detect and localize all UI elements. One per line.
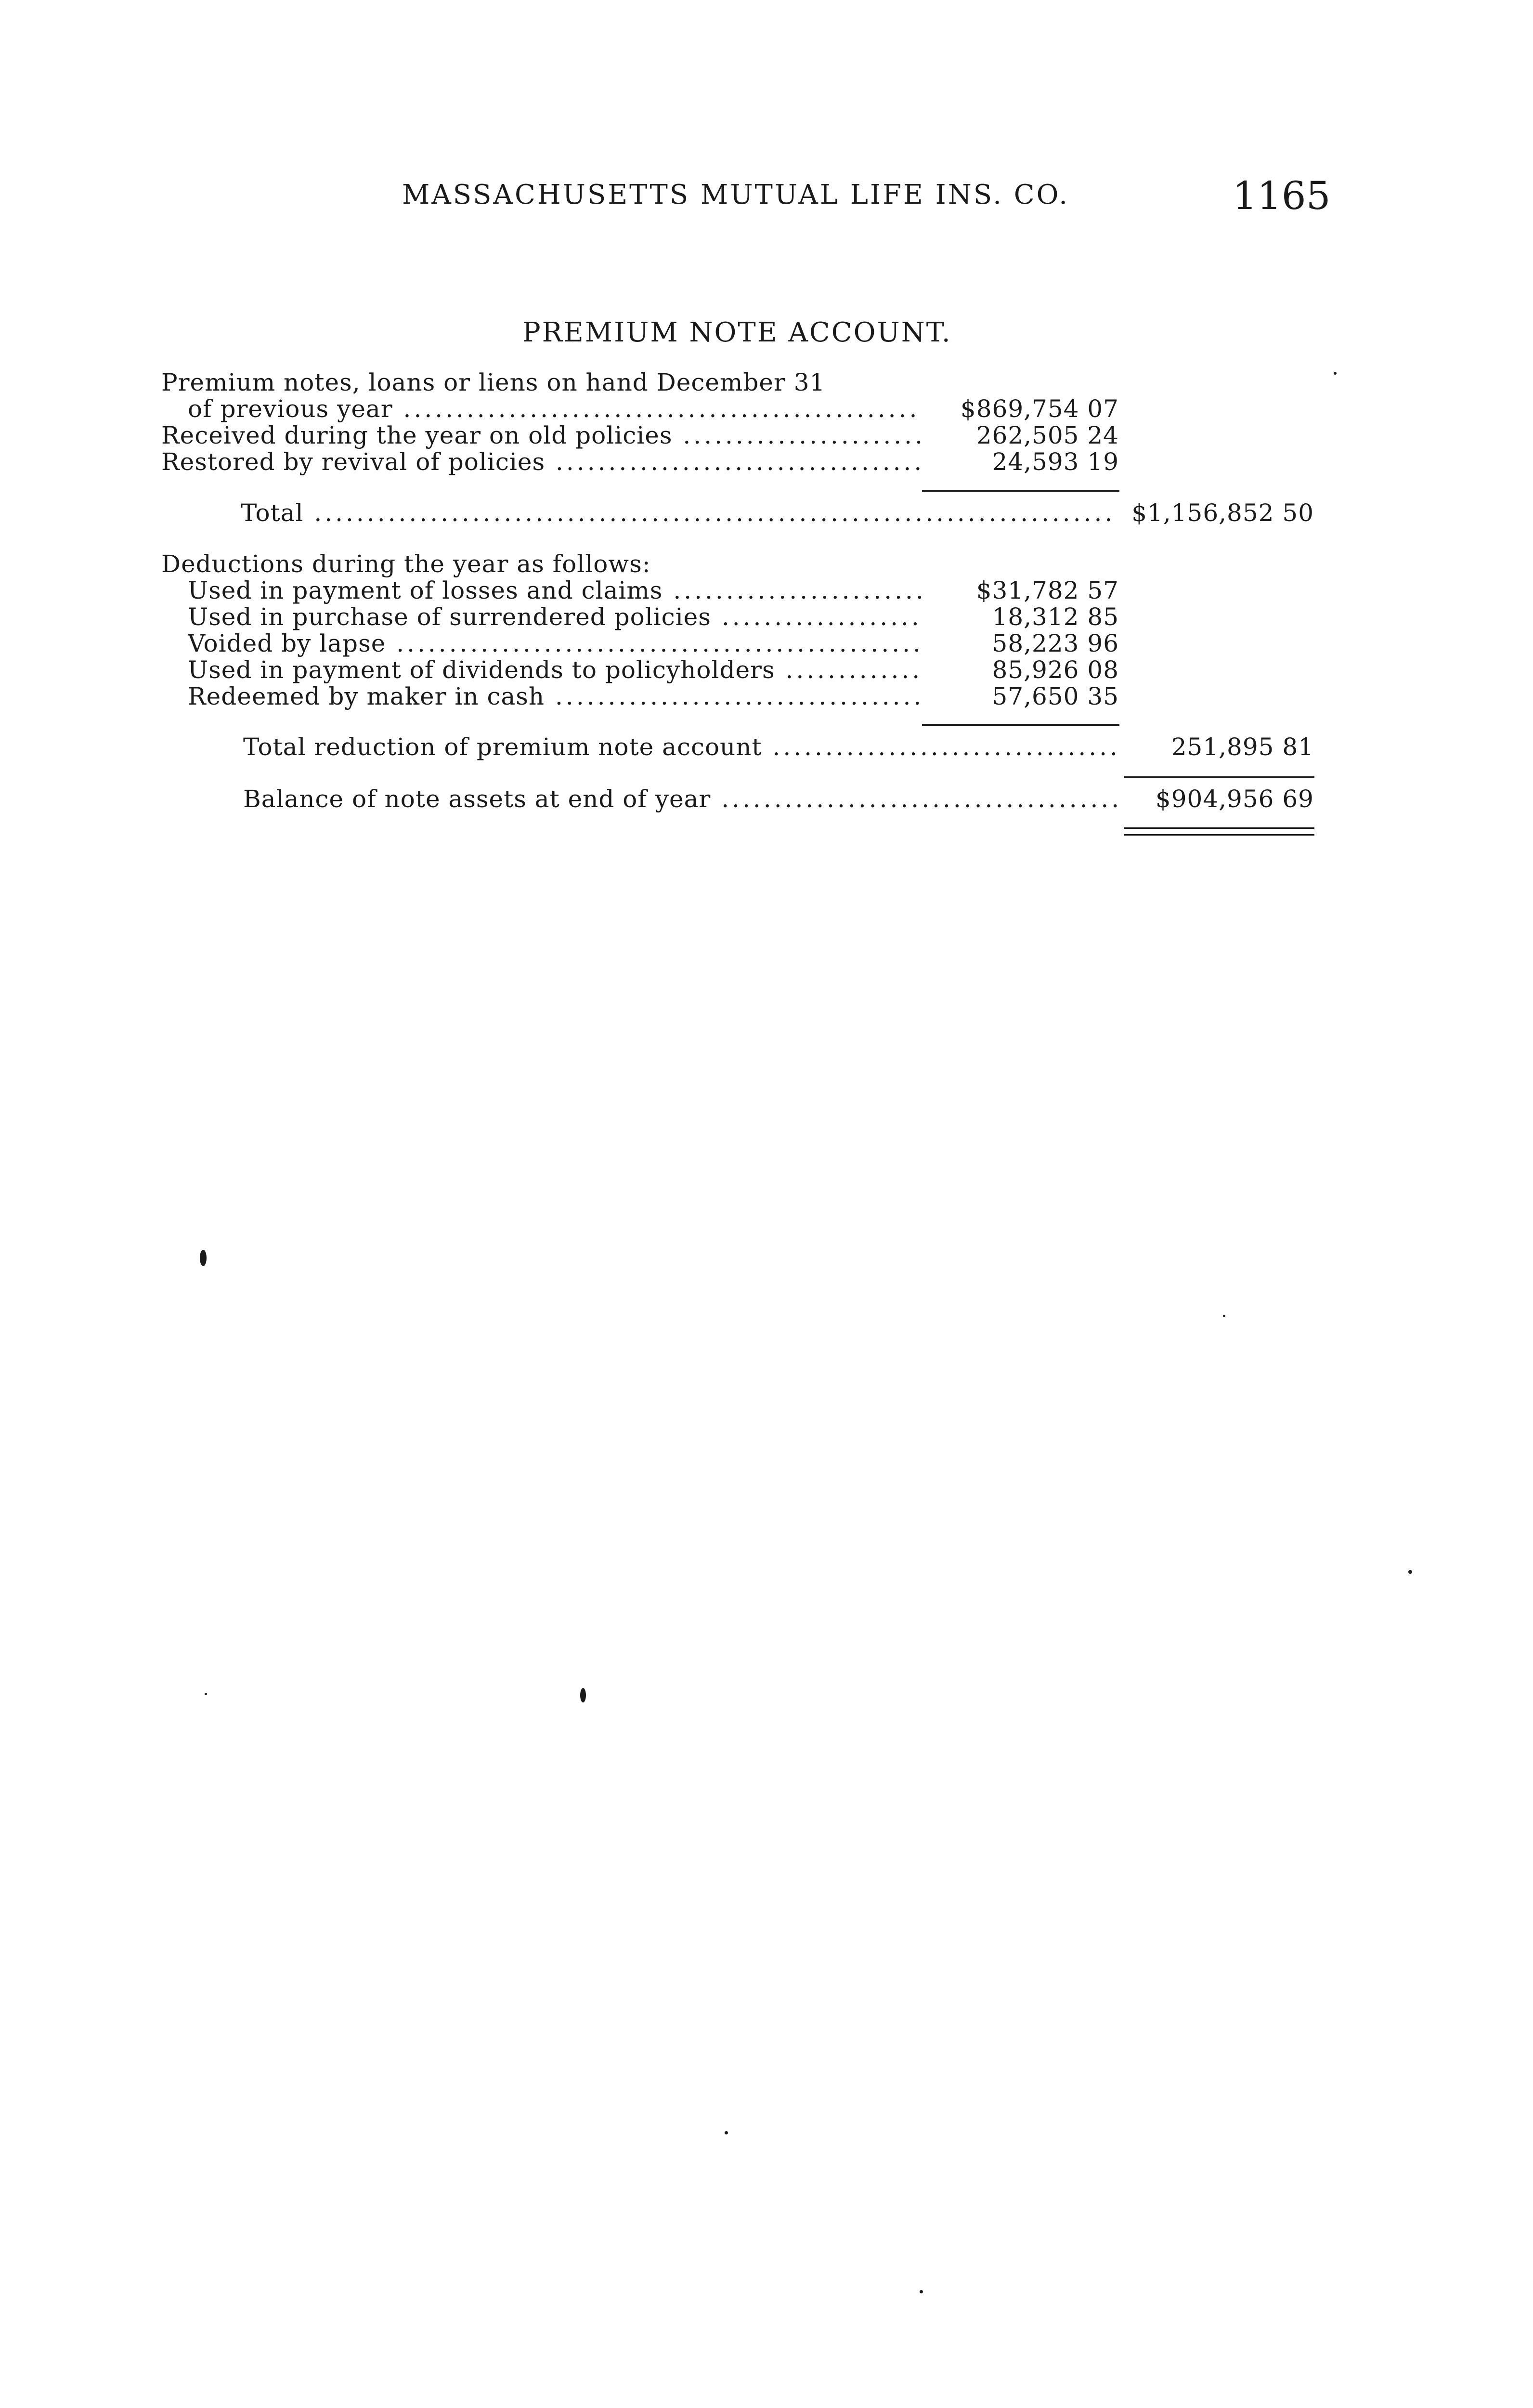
table-row [0,629,1533,657]
table-row [0,395,1533,423]
row-amount: 262,505 24 [976,421,1119,449]
row-label: Used in purchase of surrendered policies ..... [188,603,922,631]
balance-label: Balance of note assets at end of year ..... [243,785,1117,813]
total-label: Total reduction of premium note account ..... [243,733,1117,761]
table-row [0,656,1533,684]
running-head: MASSACHUSETTS MUTUAL LIFE INS. CO. [402,179,1069,210]
table-row [0,682,1533,710]
row-amount: 58,223 96 [992,629,1119,657]
subtotal-rule [1124,776,1314,778]
subtotal-rule [922,490,1119,492]
table-row [0,368,1533,396]
table-row [0,576,1533,604]
row-amount: $869,754 07 [960,395,1119,423]
row-amount: 24,593 19 [992,448,1119,476]
deductions-heading: Deductions during the year as follows: [161,550,651,578]
total-label: Total ..... [241,499,1117,527]
row-label: Premium notes, loans or liens on hand December 31 [161,368,826,396]
table-row [0,603,1533,631]
subtotal-rule [922,724,1119,726]
row-label: Used in payment of losses and claims ..... [188,576,922,604]
row-label: Used in payment of dividends to policyholders ..... [188,656,922,684]
row-label: Redeemed by maker in cash ..... [188,682,922,710]
row-amount: 85,926 08 [992,656,1119,684]
row-amount: 57,650 35 [992,682,1119,710]
section-title: PREMIUM NOTE ACCOUNT. [522,317,952,348]
balance-amount: $904,956 69 [1155,785,1314,813]
table-row [0,499,1533,527]
row-amount: $31,782 57 [976,576,1119,604]
row-amount: 18,312 85 [992,603,1119,631]
table-row [0,421,1533,449]
table-row [0,785,1533,813]
table-row [0,733,1533,761]
double-rule [1124,827,1314,829]
row-label: Restored by revival of policies ..... [161,448,922,476]
row-label: of previous year ..... [188,395,922,423]
page-number: 1165 [1233,173,1331,218]
double-rule [1124,834,1314,836]
row-label: Voided by lapse ..... [188,629,922,657]
table-row [0,448,1533,476]
total-amount: 251,895 81 [1171,733,1314,761]
table-row [0,550,1533,578]
row-label: Received during the year on old policies ..... [161,421,922,449]
total-amount: $1,156,852 50 [1131,499,1314,527]
